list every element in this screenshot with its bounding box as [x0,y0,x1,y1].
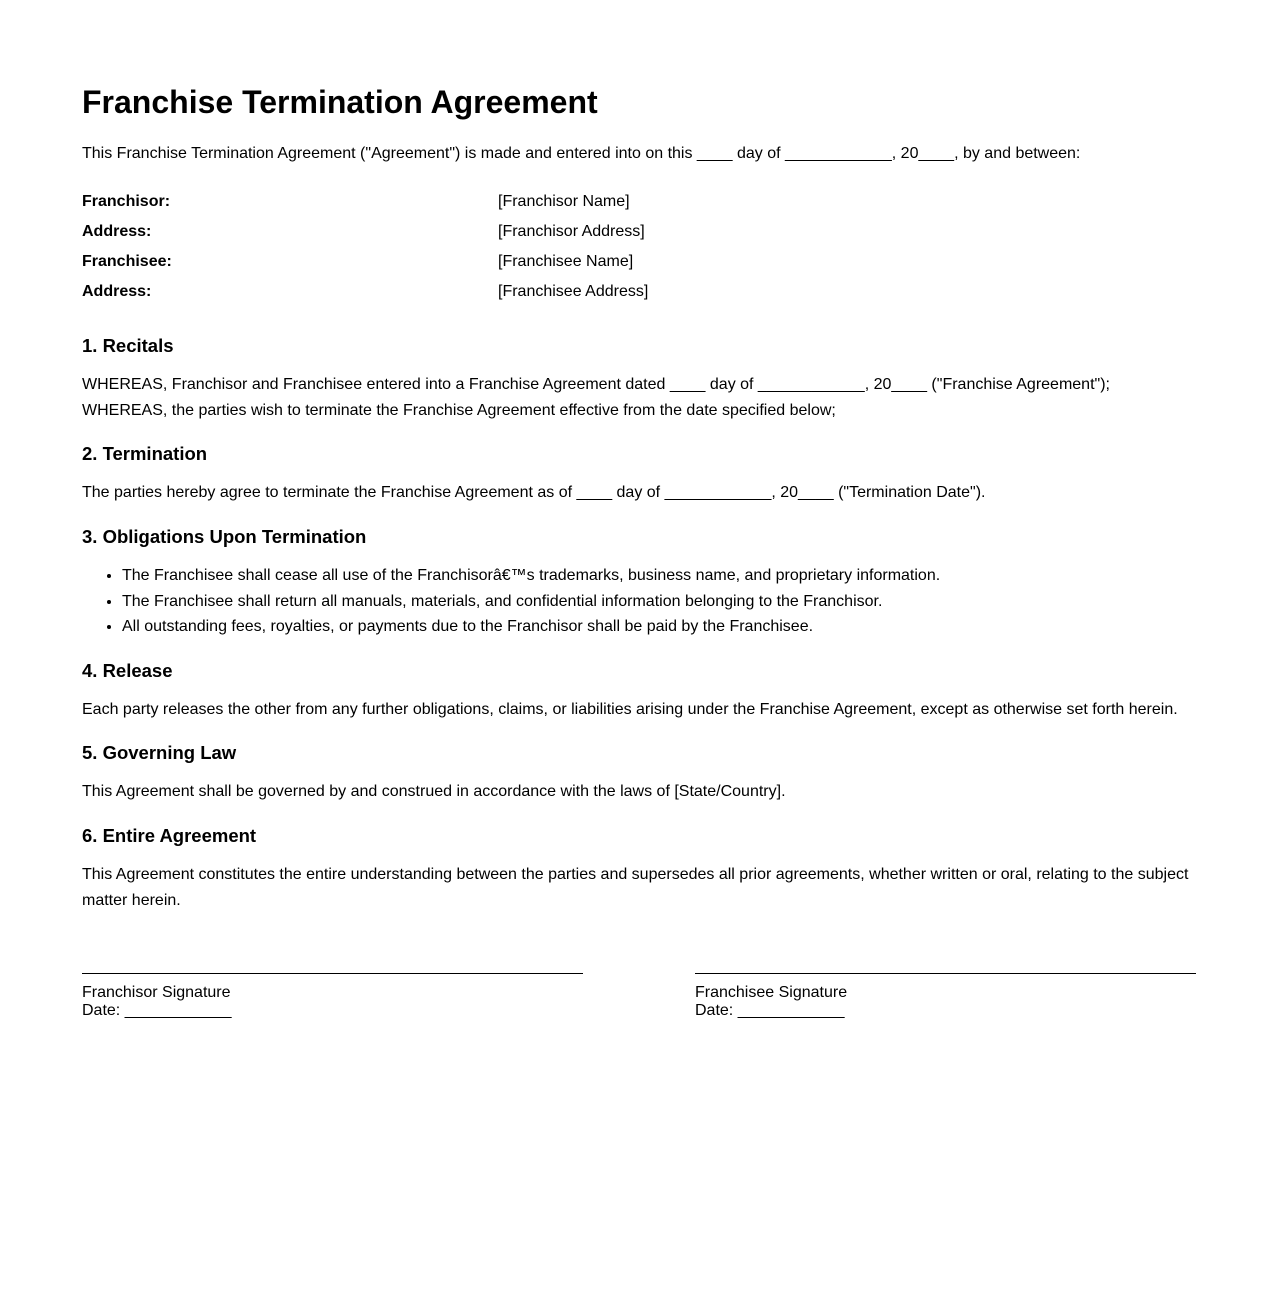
recital-line: WHEREAS, Franchisor and Franchisee entered into a Franchise Agreement dated ____ day of ____________, 20____ ("Franchise Agreement"); [82,376,1110,393]
list-item: • The Franchisee shall cease all use of the Franchisorâ€™s trademarks, business name, and proprietary information. [122,563,940,589]
party-label: Franchisee: [82,253,172,270]
signature-label: Franchisor Signature [82,984,231,1001]
signature-date: Date: ____________ [82,1002,232,1019]
signature-date: Date: ____________ [695,1002,845,1019]
section-heading-recitals: 1. Recitals [82,335,174,356]
section-heading-governing-law: 5. Governing Law [82,742,237,763]
document-title: Franchise Termination Agreement [82,84,598,120]
parties-table [82,191,782,311]
section-heading-entire-agreement: 6. Entire Agreement [82,825,257,846]
party-label: Franchisor: [82,193,171,210]
recital-line: WHEREAS, the parties wish to terminate the Franchise Agreement effective from the date specified below; [82,402,836,419]
franchisor-signature-block [82,973,583,1020]
section-heading-obligations: 3. Obligations Upon Termination [82,526,367,547]
party-value: [Franchisor Name] [498,193,630,210]
entire-agreement-paragraph: This Agreement constitutes the entire understanding between the parties and supersedes all prior agreements, whether written or oral, relating to the subject matter herein. [82,866,1189,909]
party-value: [Franchisee Address] [498,283,649,300]
intro-paragraph: This Franchise Termination Agreement ("Agreement") is made and entered into on this ____ day of ____________, 20____, by and between: [82,145,1081,162]
list-item: • The Franchisee shall return all manuals, materials, and confidential information belonging to the Franchisor. [122,589,940,615]
release-paragraph: Each party releases the other from any further obligations, claims, or liabilities arising under the Franchise Agreement, except as otherwise set forth herein. [82,701,1178,718]
list-item: • All outstanding fees, royalties, or payments due to the Franchisor shall be paid by the Franchisee. [122,614,940,640]
party-row-franchisee [82,251,782,281]
franchisee-signature-block [695,973,1196,1020]
party-label: Address: [82,283,152,300]
party-row-franchisor-address [82,221,782,251]
party-value: [Franchisor Address] [498,223,645,240]
party-row-franchisee-address [82,281,782,311]
party-label: Address: [82,223,152,240]
obligations-list [82,563,940,640]
party-row-franchisor [82,191,782,221]
governing-law-paragraph: This Agreement shall be governed by and construed in accordance with the laws of [State/Country]. [82,783,786,800]
termination-paragraph: The parties hereby agree to terminate the Franchise Agreement as of ____ day of ____________, 20____ ("Termination Date"). [82,484,986,501]
section-heading-release: 4. Release [82,660,173,681]
party-value: [Franchisee Name] [498,253,634,270]
signature-line[interactable] [695,973,1196,974]
signature-line[interactable] [82,973,583,974]
section-heading-termination: 2. Termination [82,443,208,464]
signature-label: Franchisee Signature [695,984,848,1001]
